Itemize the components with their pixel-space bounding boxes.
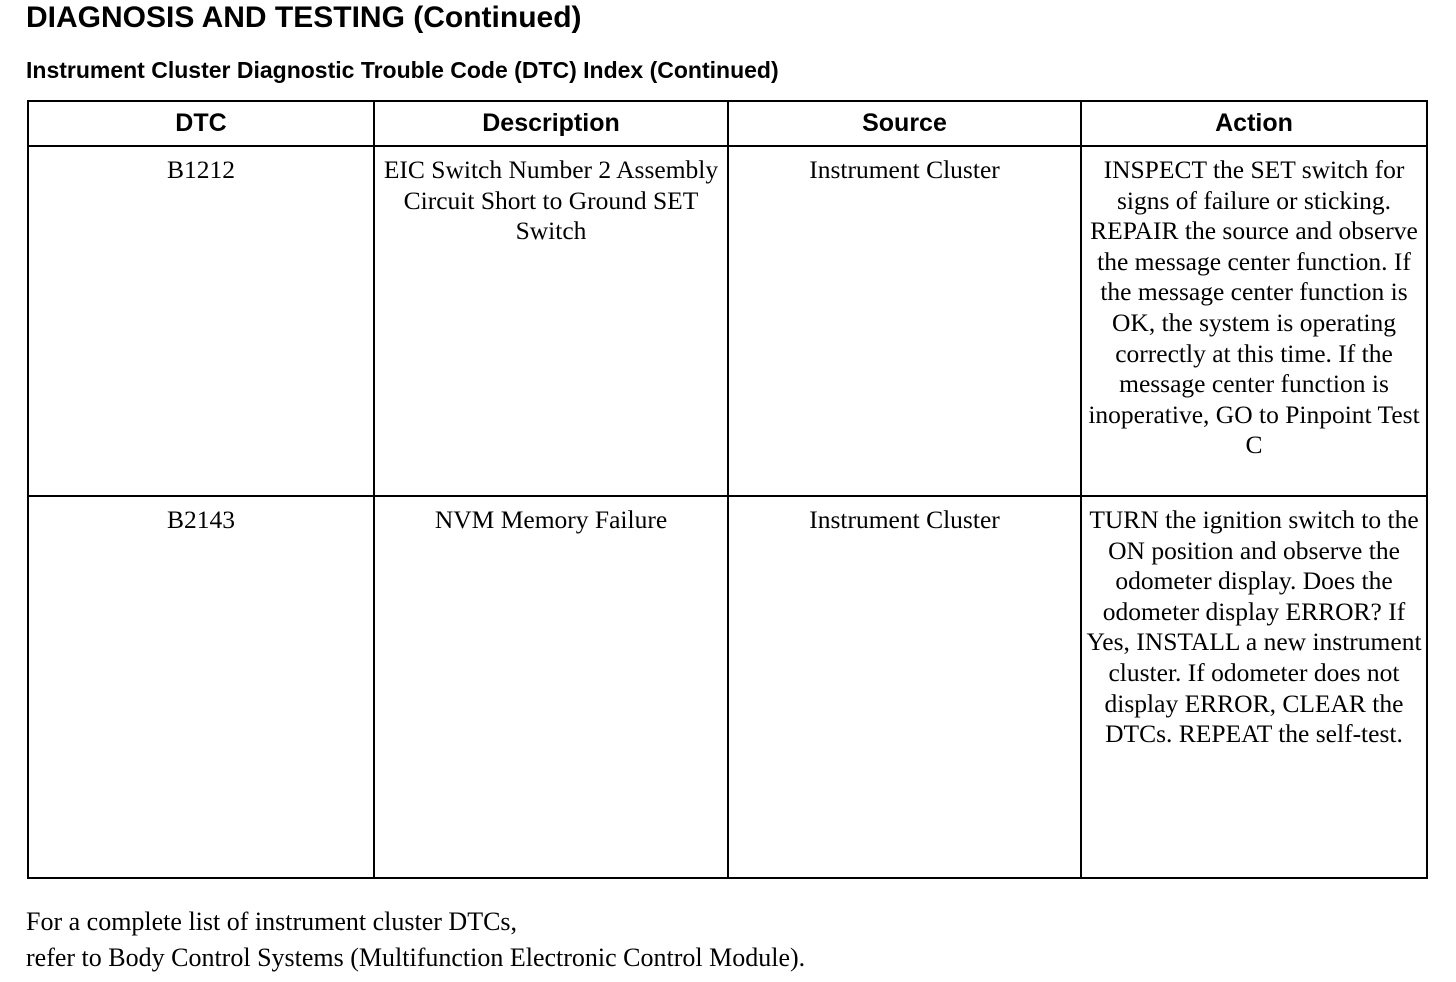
- footnote-line-1: For a complete list of instrument cluster DTCs,: [26, 907, 518, 936]
- dtc-description: NVM Memory Failure: [434, 505, 668, 534]
- dtc-action: INSPECT the SET switch for signs of failure or sticking. REPAIR the source and observe the message center function. If the message center function is OK, the system is operating correctly at this time. If the message center function is inoperative, GO to Pinpoint Test C: [1088, 155, 1420, 460]
- description-cell: [374, 146, 728, 496]
- action-cell: [1081, 146, 1427, 496]
- page-heading: DIAGNOSIS AND TESTING (Continued): [26, 1, 582, 34]
- dtc-description: EIC Switch Number 2 Assembly Circuit Short to Ground SET Switch: [383, 155, 719, 246]
- dtc-cell: [28, 146, 374, 496]
- dtc-code: B1212: [166, 155, 235, 184]
- table-row: [28, 496, 1427, 878]
- table-header-row: [28, 101, 1427, 146]
- dtc-action: TURN the ignition switch to the ON position and observe the odometer display. Does the odometer display ERROR? If Yes, INSTALL a new instrument cluster. If odometer does not display ERROR, CLEAR the DTCs. REPEAT the self-test.: [1086, 505, 1422, 749]
- dtc-code: B2143: [166, 505, 235, 534]
- action-cell: [1081, 496, 1427, 878]
- column-header-source: Source: [728, 101, 1081, 146]
- footnote: [26, 904, 805, 976]
- table-row: [28, 146, 1427, 496]
- column-header-action: Action: [1081, 101, 1427, 146]
- dtc-cell: [28, 496, 374, 878]
- source-cell: [728, 146, 1081, 496]
- source-cell: [728, 496, 1081, 878]
- table-title: Instrument Cluster Diagnostic Trouble Code (DTC) Index (Continued): [26, 57, 779, 83]
- description-cell: [374, 496, 728, 878]
- dtc-index-table: [27, 100, 1428, 879]
- dtc-source: Instrument Cluster: [809, 505, 1000, 534]
- dtc-source: Instrument Cluster: [809, 155, 1000, 184]
- column-header-description: Description: [374, 101, 728, 146]
- footnote-line-2: refer to Body Control Systems (Multifunction Electronic Control Module).: [26, 943, 806, 972]
- column-header-dtc: DTC: [28, 101, 374, 146]
